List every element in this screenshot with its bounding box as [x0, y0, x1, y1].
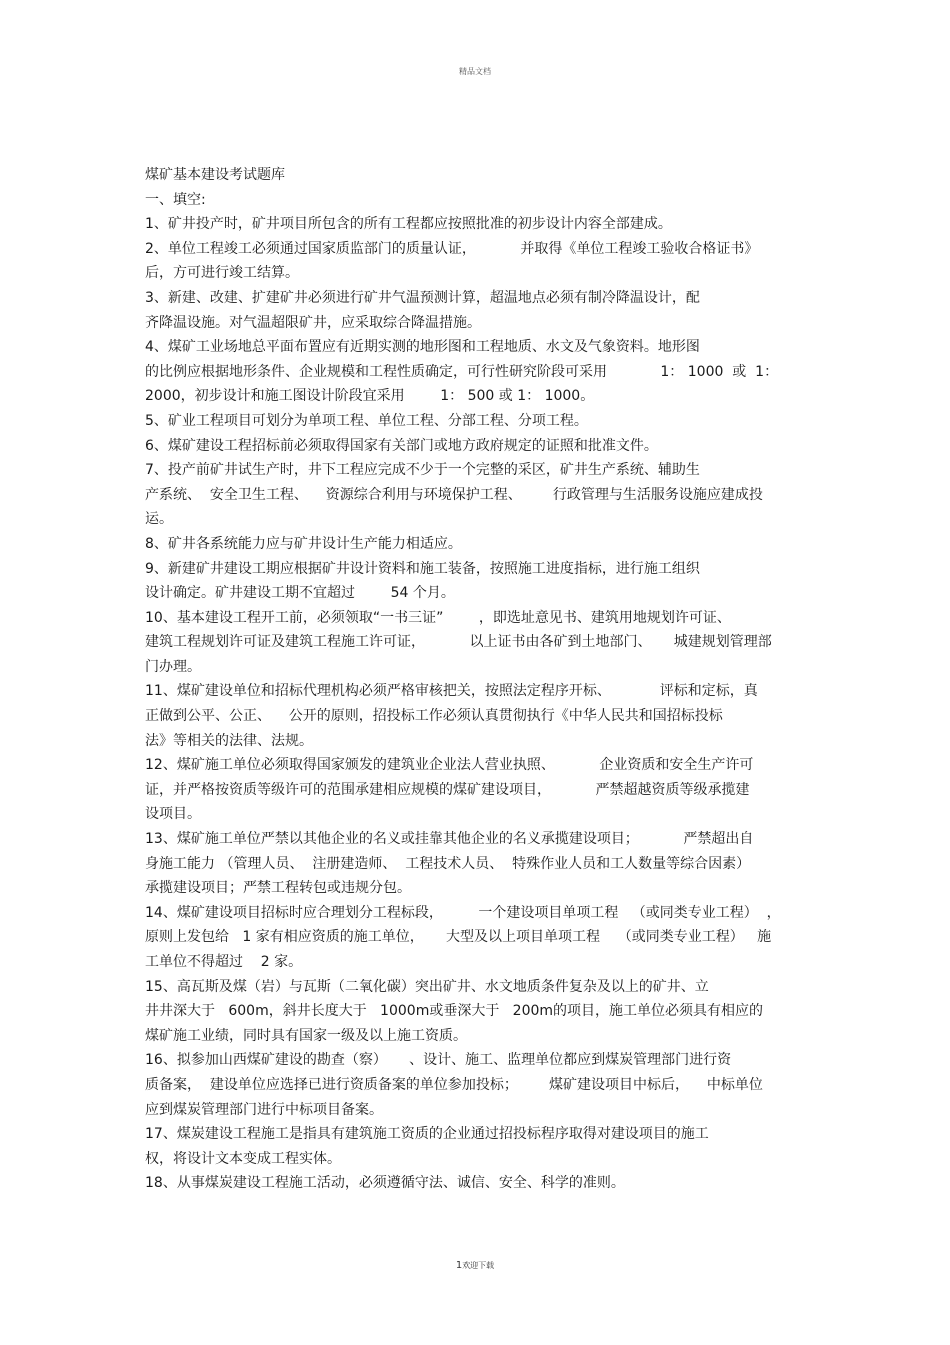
- text-line: 的比例应根据地形条件、企业规模和工程性质确定，可行性研究阶段可采用 1： 1000 或 1：: [145, 363, 779, 380]
- text-line: 7、投产前矿井试生产时，井下工程应完成不少于一个完整的采区，矿井生产系统、辅助生: [145, 462, 700, 479]
- text-line: 井井深大于 600m，斜井长度大于 1000m或垂深大于 200m的项目，施工单位必须具有相应的: [145, 1003, 764, 1020]
- text-line: 12、煤矿施工单位必须取得国家颁发的建筑业企业法人营业执照、 企业资质和安全生产许可: [145, 757, 754, 774]
- text-line: 证，并严格按资质等级许可的范围承建相应规模的煤矿建设项目， 严禁超越资质等级承揽建: [145, 781, 750, 798]
- text-line: 身施工能力 （管理人员、 注册建造师、 工程技术人员、 特殊作业人员和工人数量等综合因素）: [145, 855, 751, 872]
- text-line: 15、高瓦斯及煤（岩）与瓦斯（二氧化碳）突出矿井、水文地质条件复杂及以上的矿井、立: [145, 978, 709, 995]
- text-line: 18、从事煤炭建设工程施工活动，必须遵循守法、诚信、安全、科学的准则。: [145, 1175, 625, 1192]
- footer-note: 欢迎下载: [462, 1261, 495, 1270]
- text-line: 煤矿施工业绩，同时具有国家一级及以上施工资质。: [145, 1027, 467, 1044]
- text-line: 原则上发包给 1 家有相应资质的施工单位， 大型及以上项目单项工程 （或同类专业工程） 施: [145, 929, 772, 946]
- text-line: 17、煤炭建设工程施工是指具有建筑施工资质的企业通过招投标程序取得对建设项目的施工: [145, 1126, 709, 1143]
- text-line: 后，方可进行竣工结算。: [145, 265, 299, 282]
- text-line: 质备案， 建设单位应选择已进行资质备案的单位参加投标； 煤矿建设项目中标后， 中标单位: [145, 1076, 763, 1093]
- text-line: 门办理。: [145, 658, 201, 675]
- text-line: 正做到公平、公正、 公开的原则，招投标工作必须认真贯彻执行《中华人民共和国招标投标: [145, 708, 723, 725]
- text-line: 9、新建矿井建设工期应根据矿井设计资料和施工装备，按照施工进度指标，进行施工组织: [145, 560, 700, 577]
- text-line: 4、煤矿工业场地总平面布置应有近期实测的地形图和工程地质、水文及气象资料。地形图: [145, 339, 700, 356]
- text-line: 建筑工程规划许可证及建筑工程施工许可证， 以上证书由各矿到土地部门、 城建规划管理部: [145, 634, 772, 651]
- document-body: [145, 163, 815, 1196]
- header-watermark: 精品文档: [459, 67, 491, 76]
- text-line: 5、矿业工程项目可划分为单项工程、单位工程、分部工程、分项工程。: [145, 412, 588, 429]
- text-line: 11、煤矿建设单位和招标代理机构必须严格审核把关，按照法定程序开标、 评标和定标，真: [145, 683, 758, 700]
- text-line: 6、煤矿建设工程招标前必须取得国家有关部门或地方政府规定的证照和批准文件。: [145, 437, 658, 454]
- text-line: 14、煤矿建设项目招标时应合理划分工程标段， 一个建设项目单项工程 （或同类专业工程） ，: [145, 904, 781, 921]
- text-line: 承揽建设项目；严禁工程转包或违规分包。: [145, 880, 411, 897]
- text-line: 3、新建、改建、扩建矿井必须进行矿井气温预测计算，超温地点必须有制冷降温设计，配: [145, 289, 700, 306]
- page-number: 1: [455, 1260, 463, 1271]
- text-line: 运。: [145, 511, 173, 528]
- text-line: 工单位不得超过 2 家。: [145, 954, 303, 970]
- text-line: 法》等相关的法律、法规。: [145, 732, 313, 749]
- text-line: 设计确定。矿井建设工期不宜超过 54 个月。: [145, 585, 455, 602]
- page-footer: [0, 1260, 950, 1271]
- text-line: 16、拟参加山西煤矿建设的勘查（察） 、设计、施工、监理单位都应到煤炭管理部门进行资: [145, 1052, 732, 1069]
- document-title: 煤矿基本建设考试题库: [145, 167, 285, 183]
- text-line: 10、基本建设工程开工前，必须领取“一书三证” ，即选址意见书、建筑用地规划许可证、: [145, 609, 731, 626]
- text-line: 设项目。: [145, 806, 201, 823]
- text-line: 权，将设计文本变成工程实体。: [145, 1150, 341, 1167]
- text-line: 产系统、 安全卫生工程、 资源综合利用与环境保护工程、 行政管理与生活服务设施应建成投: [145, 486, 763, 503]
- text-line: 2、单位工程竣工必须通过国家质监部门的质量认证， 并取得《单位工程竣工验收合格证书》: [145, 240, 759, 257]
- text-line: 一、填空:: [145, 191, 206, 208]
- text-line: 13、煤矿施工单位严禁以其他企业的名义或挂靠其他企业的名义承揽建设项目； 严禁超出自: [145, 831, 754, 848]
- text-line: 应到煤炭管理部门进行中标项目备案。: [145, 1101, 383, 1118]
- text-line: 2000，初步设计和施工图设计阶段宜采用 1： 500 或 1： 1000。: [145, 388, 595, 405]
- text-line: 8、矿井各系统能力应与矿井设计生产能力相适应。: [145, 535, 462, 552]
- text-line: 1、矿井投产时，矿井项目所包含的所有工程都应按照批准的初步设计内容全部建成。: [145, 216, 672, 233]
- text-line: 齐降温设施。对气温超限矿井，应采取综合降温措施。: [145, 314, 481, 331]
